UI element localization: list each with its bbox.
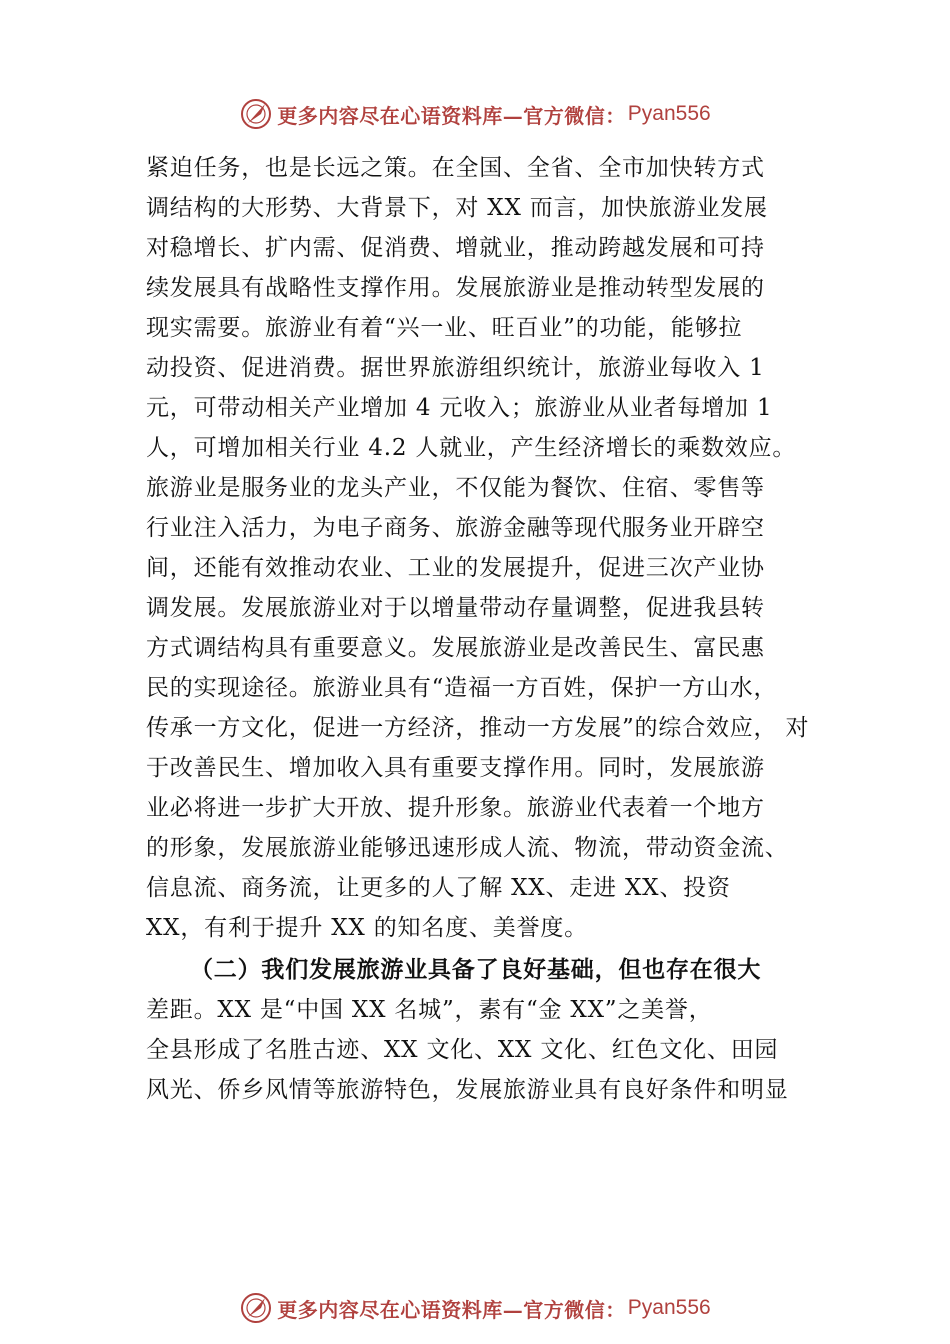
body-line: 于改善民生、增加收入具有重要支撑作用。同时，发展旅游 [146, 755, 765, 781]
body-line: 旅游业是服务业的龙头产业，不仅能为餐饮、住宿、零售等 [146, 475, 765, 501]
body-line: 方式调结构具有重要意义。发展旅游业是改善民生、富民惠 [146, 635, 765, 661]
footer-watermark [0, 1288, 950, 1328]
watermark-wechat-id: Pyan556 [627, 102, 711, 125]
body-line: 调结构的大形势、大背景下，对 XX 而言，加快旅游业发展 [146, 195, 768, 221]
header-watermark [0, 94, 950, 134]
body-line: 间，还能有效推动农业、工业的发展提升，促进三次产业协 [146, 555, 765, 581]
body-line: 调发展。发展旅游业对于以增量带动存量调整，促进我县转 [146, 595, 765, 621]
body-line: 人，可增加相关行业 4.2 人就业，产生经济增长的乘数效应。 [146, 435, 797, 461]
body-line: 续发展具有战略性支撑作用。发展旅游业是推动转型发展的 [146, 275, 765, 301]
body-line: 行业注入活力，为电子商务、旅游金融等现代服务业开辟空 [146, 515, 765, 541]
body-line: 的形象，发展旅游业能够迅速形成人流、物流，带动资金流、 [146, 835, 789, 861]
watermark-text: 更多内容尽在心语资料库—官方微信： [277, 103, 626, 128]
body-line: 全县形成了名胜古迹、XX 文化、XX 文化、红色文化、田园 [146, 1037, 779, 1063]
body-line: 动投资、促进消费。据世界旅游组织统计，旅游业每收入 1 [146, 355, 765, 381]
body-line: 紧迫任务，也是长远之策。在全国、全省、全市加快转方式 [146, 155, 765, 181]
body-line: 对稳增长、扩内需、促消费、增就业，推动跨越发展和可持 [146, 235, 765, 261]
body-line: 元，可带动相关产业增加 4 元收入；旅游业从业者每增加 1 [146, 395, 773, 421]
body-line: 风光、侨乡风情等旅游特色，发展旅游业具有良好条件和明显 [146, 1077, 789, 1103]
body-line: 业必将进一步扩大开放、提升形象。旅游业代表着一个地方 [146, 795, 765, 821]
quill-logo-icon [239, 1291, 273, 1325]
body-line: 民的实现途径。旅游业具有“造福一方百姓，保护一方山水， [146, 675, 778, 701]
watermark-text: 更多内容尽在心语资料库—官方微信： [277, 1297, 626, 1322]
quill-logo-icon [239, 97, 273, 131]
body-line: XX，有利于提升 XX 的知名度、美誉度。 [146, 915, 588, 941]
body-line: 差距。XX 是“中国 XX 名城”，素有“金 XX”之美誉， [146, 997, 713, 1023]
watermark-wechat-id: Pyan556 [627, 1296, 711, 1319]
body-line: 信息流、商务流，让更多的人了解 XX、走进 XX、投资 [146, 875, 731, 901]
body-line: 传承一方文化，促进一方经济，推动一方发展”的综合效应， 对 [146, 715, 810, 741]
body-line: 现实需要。旅游业有着“兴一业、旺百业”的功能，能够拉 [146, 315, 743, 341]
section-heading: （二）我们发展旅游业具备了良好基础，但也存在很大 [190, 956, 762, 983]
